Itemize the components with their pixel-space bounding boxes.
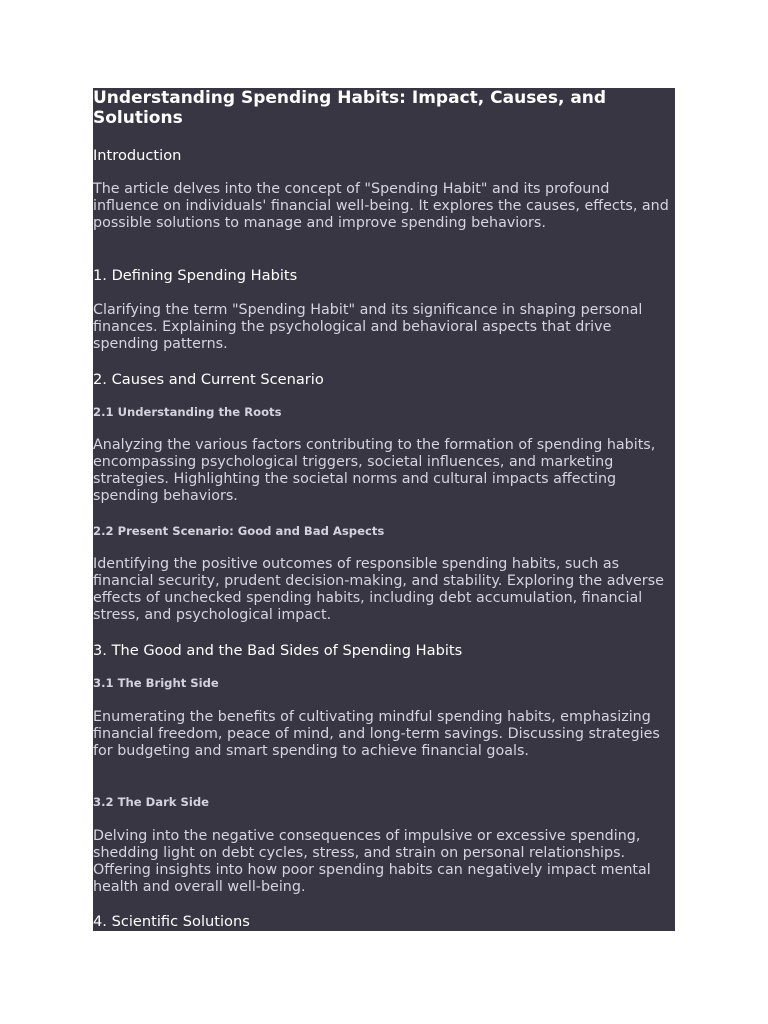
subheading-dark-side: 3.2 The Dark Side: [93, 795, 210, 809]
heading-good-and-bad-sides: 3. The Good and the Bad Sides of Spending Habits: [93, 642, 463, 659]
paragraph-understanding-the-roots: Analyzing the various factors contributing to the formation of spending habits, encompassing psychological triggers, societal influences, and marketing strategies. Highlighting the societal norms and cultural impacts affecting spending behaviors.: [93, 437, 656, 504]
heading-introduction: Introduction: [93, 147, 182, 164]
paragraph-bright-side: Enumerating the benefits of cultivating mindful spending habits, emphasizing financial freedom, peace of mind, and long-term savings. Discussing strategies for budgeting and smart spending to achieve financial goals.: [93, 709, 660, 759]
heading-defining-spending-habits: 1. Defining Spending Habits: [93, 267, 298, 284]
document-title: Understanding Spending Habits: Impact, Causes, and Solutions: [93, 88, 607, 128]
subheading-bright-side: 3.1 The Bright Side: [93, 676, 219, 690]
content-panel: [93, 88, 675, 931]
paragraph-dark-side: Delving into the negative consequences of impulsive or excessive spending, shedding light on debt cycles, stress, and strain on personal relationships. Offering insights into how poor spending habits can negatively impact mental health and overall well-being.: [93, 828, 651, 895]
paragraph-present-scenario: Identifying the positive outcomes of responsible spending habits, such as financial security, prudent decision-making, and stability. Exploring the adverse effects of unchecked spending habits, including debt accumulation, financial stress, and psychological impact.: [93, 556, 664, 623]
subheading-understanding-the-roots: 2.1 Understanding the Roots: [93, 405, 282, 419]
paragraph-defining-spending-habits: Clarifying the term "Spending Habit" and its significance in shaping personal finances. Explaining the psychological and behavioral aspects that drive spending patterns.: [93, 302, 643, 352]
heading-causes-and-current-scenario: 2. Causes and Current Scenario: [93, 371, 324, 388]
paragraph-introduction: The article delves into the concept of "Spending Habit" and its profound influence on individuals' financial well-being. It explores the causes, effects, and possible solutions to manage and improve spending behaviors.: [93, 181, 669, 231]
heading-scientific-solutions: 4. Scientific Solutions: [93, 913, 250, 930]
subheading-present-scenario: 2.2 Present Scenario: Good and Bad Aspects: [93, 524, 385, 538]
